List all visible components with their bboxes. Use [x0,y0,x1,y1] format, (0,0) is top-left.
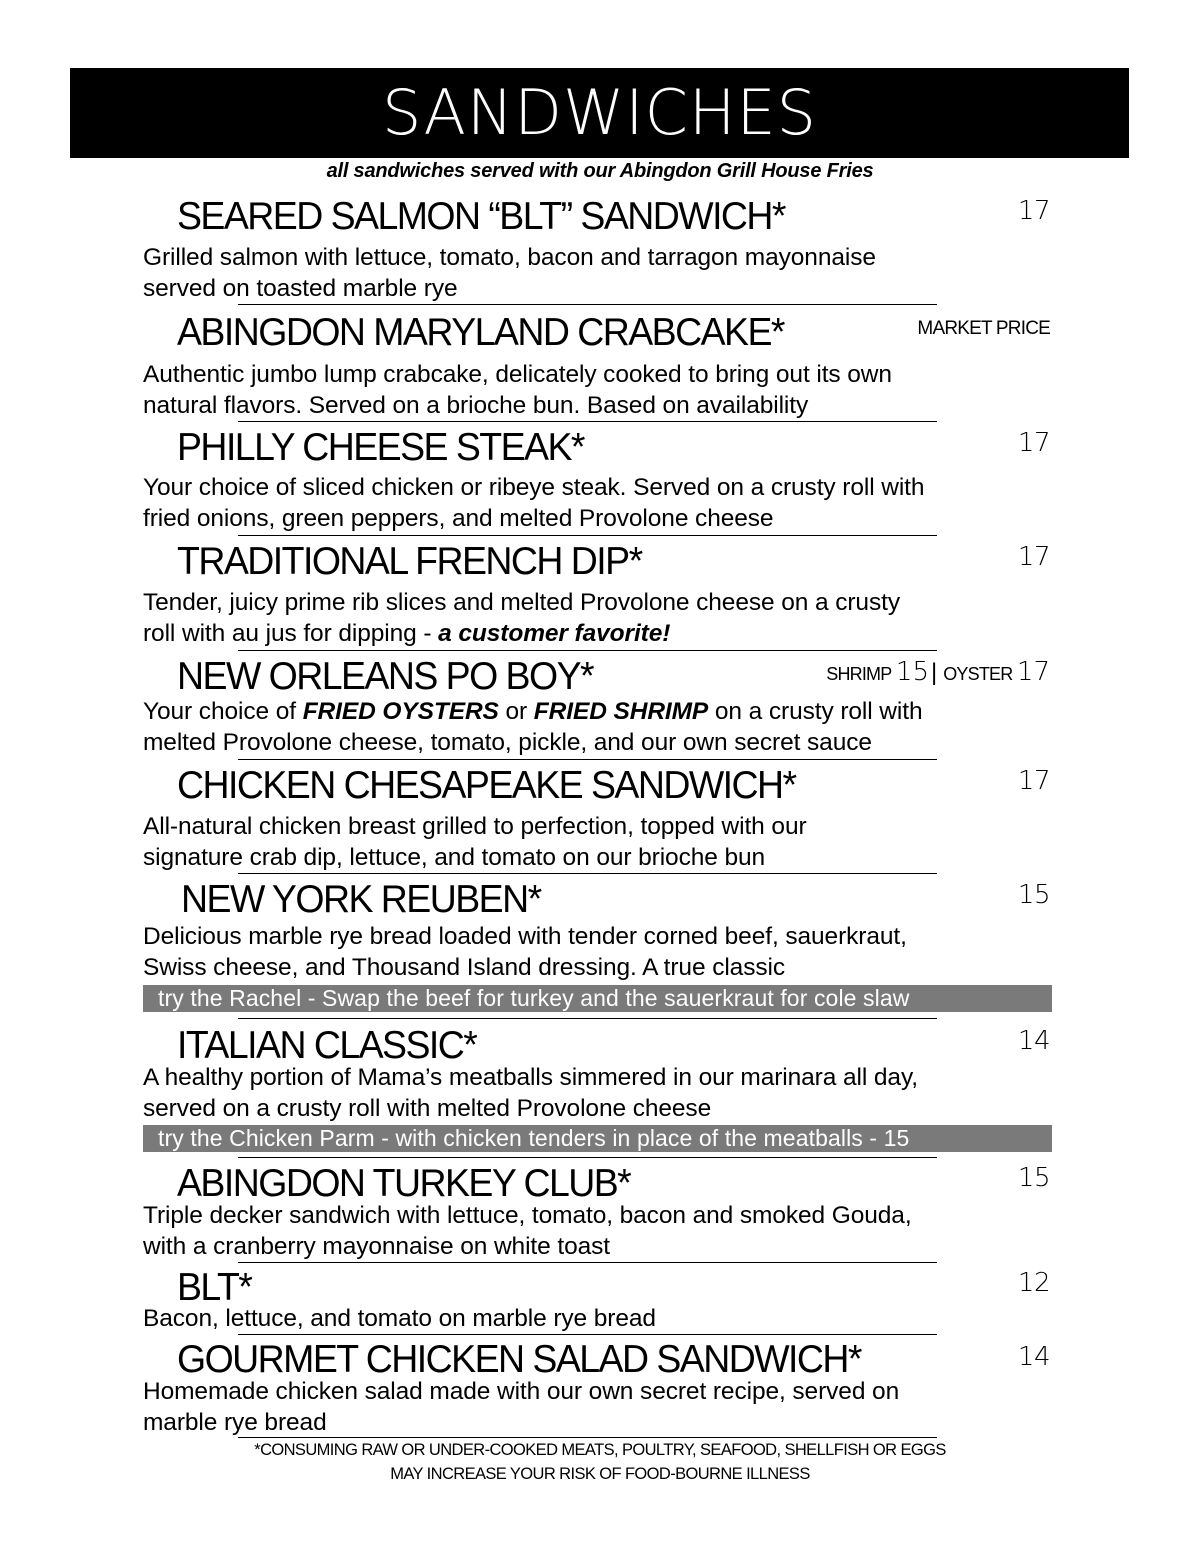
desc-line: served on a crusty roll with melted Provolone cheese [143,1095,712,1122]
desc-emphasis: FRIED OYSTERS [302,698,499,725]
desc-emphasis: a customer favorite! [438,620,671,647]
desc-text: Your choice of [143,698,303,725]
item-desc-crabcake [143,359,892,421]
price-label-shrimp: SHRIMP [826,664,892,684]
item-price-chesapeake: 17 [1017,766,1050,796]
desc-line: Triple decker sandwich with lettuce, tomato, bacon and smoked Gouda, [143,1202,912,1229]
divider [238,535,937,536]
desc-line: Bacon, lettuce, and tomato on marble rye bread [143,1305,656,1332]
item-desc-italian [143,1062,918,1124]
item-price-philly: 17 [1017,428,1050,458]
disclaimer-line: MAY INCREASE YOUR RISK OF FOOD-BOURNE ILLNESS [390,1465,810,1483]
divider [238,650,937,651]
item-desc-turkey-club [143,1200,912,1262]
desc-emphasis: FRIED SHRIMP [533,698,709,725]
desc-line: Authentic jumbo lump crabcake, delicately cooked to bring out its own [143,361,892,388]
item-title-seared-salmon: SEARED SALMON “BLT” SANDWICH* [177,195,785,238]
item-desc-french-dip [143,587,900,649]
desc-line: Swiss cheese, and Thousand Island dressing. A true classic [143,954,786,981]
item-title-reuben: NEW YORK REUBEN* [181,878,541,921]
desc-line: A healthy portion of Mama’s meatballs simmered in our marinara all day, [143,1064,918,1091]
item-price-po-boy [826,659,1050,685]
item-price-seared-salmon: 17 [1017,196,1050,226]
item-title-turkey-club: ABINGDON TURKEY CLUB* [177,1162,631,1205]
item-desc-chesapeake [143,811,807,873]
desc-line: served on toasted marble rye [143,275,458,302]
price-separator: | [931,659,938,686]
item-title-french-dip: TRADITIONAL FRENCH DIP* [177,540,642,583]
desc-line: Your choice of sliced chicken or ribeye steak. Served on a crusty roll with [143,474,925,501]
desc-line: Homemade chicken salad made with our own secret recipe, served on [143,1378,900,1405]
item-price-italian: 14 [1017,1026,1050,1056]
item-title-philly: PHILLY CHEESE STEAK* [177,426,584,469]
item-price-turkey-club: 15 [1017,1163,1050,1193]
desc-line: natural flavors. Served on a brioche bun. Based on availability [143,392,809,419]
item-desc-po-boy [143,696,922,758]
divider [238,759,937,760]
desc-line [143,618,900,649]
item-price-french-dip: 17 [1017,542,1050,572]
desc-line: melted Provolone cheese, tomato, pickle, and our own secret sauce [143,729,872,756]
page-title: SANDWICHES [381,76,818,149]
item-title-chesapeake: CHICKEN CHESAPEAKE SANDWICH* [177,764,796,807]
item-price-blt: 12 [1017,1268,1050,1298]
divider [238,1334,937,1335]
desc-line: with a cranberry mayonnaise on white toast [143,1233,610,1260]
item-desc-reuben [143,921,907,983]
item-title-italian: ITALIAN CLASSIC* [177,1024,477,1067]
item-price-chicken-salad: 14 [1017,1342,1050,1372]
desc-line: marble rye bread [143,1409,327,1436]
item-desc-chicken-salad [143,1376,899,1438]
desc-text: or [498,698,534,725]
item-desc-seared-salmon [143,242,876,304]
variant-bar-rachel: try the Rachel - Swap the beef for turkey and the sauerkraut for cole slaw [143,985,1052,1012]
divider [238,304,937,305]
divider [238,421,937,422]
desc-line: signature crab dip, lettuce, and tomato on our brioche bun [143,844,766,871]
variant-bar-chicken-parm: try the Chicken Parm - with chicken tenders in place of the meatballs - 15 [143,1125,1052,1152]
divider [238,1157,937,1158]
divider [238,1018,937,1019]
divider [238,1262,937,1263]
item-title-po-boy: NEW ORLEANS PO BOY* [177,655,594,698]
disclaimer-line: *CONSUMING RAW OR UNDER-COOKED MEATS, POULTRY, SEAFOOD, SHELLFISH OR EGGS [254,1441,946,1459]
desc-line: All-natural chicken breast grilled to perfection, topped with our [143,813,807,840]
desc-text: roll with au jus for dipping - [143,620,439,647]
item-price-reuben: 15 [1017,880,1050,910]
item-title-chicken-salad: GOURMET CHICKEN SALAD SANDWICH* [177,1338,861,1381]
desc-line: fried onions, green peppers, and melted Provolone cheese [143,505,774,532]
allergen-disclaimer [0,1438,1200,1486]
price-shrimp: 15 [895,657,929,687]
item-desc-blt [143,1303,656,1334]
subtitle: all sandwiches served with our Abingdon Grill House Fries [326,160,874,182]
item-desc-philly [143,472,924,534]
price-oyster: 17 [1016,657,1050,687]
desc-line: Delicious marble rye bread loaded with tender corned beef, sauerkraut, [143,923,907,950]
price-label-oyster: OYSTER [943,664,1013,684]
item-title-blt: BLT* [177,1266,252,1309]
item-price-crabcake: MARKET PRICE [917,318,1050,339]
title-banner [70,68,1129,158]
desc-line: Grilled salmon with lettuce, tomato, bacon and tarragon mayonnaise [143,244,876,271]
item-title-crabcake: ABINGDON MARYLAND CRABCAKE* [177,311,784,354]
desc-line: Tender, juicy prime rib slices and melted Provolone cheese on a crusty [143,589,900,616]
desc-text: on a crusty roll with [708,698,923,725]
desc-line [143,696,922,727]
divider [238,873,937,874]
